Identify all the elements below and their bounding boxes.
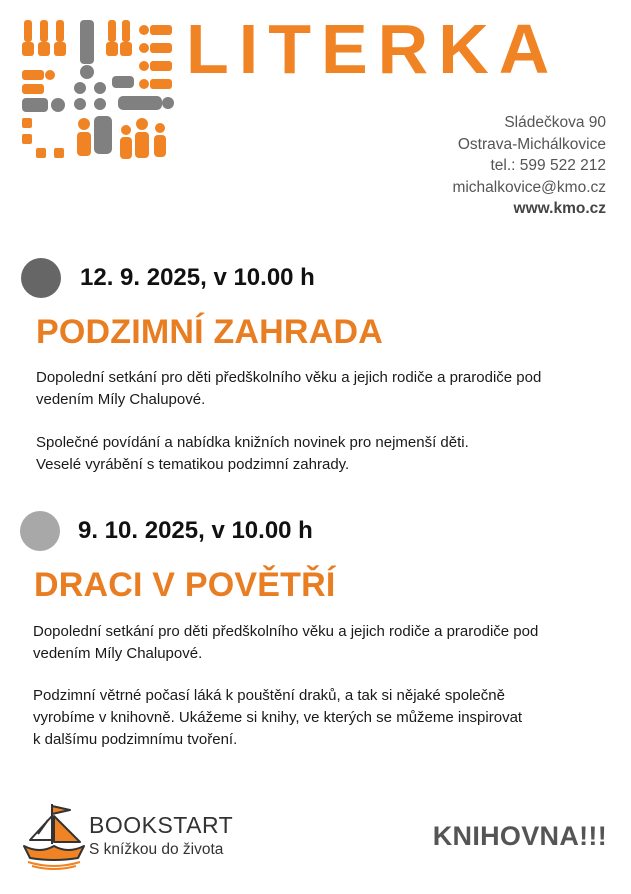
event-details [33, 685, 613, 751]
bookstart-subtitle: S knížkou do života [89, 841, 224, 858]
address-web[interactable]: www.kmo.cz [513, 200, 606, 217]
book-ship-icon [22, 800, 86, 874]
event-title: PODZIMNÍ ZAHRADA [36, 313, 383, 351]
literka-logo-icon [22, 20, 174, 170]
address-street: Sládečkova 90 [504, 114, 606, 131]
event-description [36, 367, 616, 411]
brand-name: LITERKA [186, 10, 560, 88]
event-description-line: Dopolední setkání pro děti předškolního věku a jejich rodiče a prarodiče pod [36, 369, 542, 386]
event-details-line: k dalšímu podzimnímu tvoření. [33, 731, 238, 748]
address-block [452, 112, 606, 220]
event-details [36, 432, 616, 476]
event-details-line: Podzimní větrné počasí láká k pouštění draků, a tak si nějaké společně [33, 687, 505, 704]
event-title: DRACI V POVĚTŘÍ [34, 566, 336, 604]
address-phone: tel.: 599 522 212 [490, 157, 606, 174]
event-description-line: vedením Míly Chalupové. [33, 645, 203, 662]
event-description-line: Dopolední setkání pro děti předškolního věku a jejich rodiče a prarodiče pod [33, 623, 539, 640]
address-city: Ostrava-Michálkovice [457, 135, 606, 153]
event-details-line: Společné povídání a nabídka knižních novinek pro nejmenší děti. [36, 434, 469, 451]
event-date: 12. 9. 2025, v 10.00 h [80, 264, 315, 291]
event-date: 9. 10. 2025, v 10.00 h [78, 517, 313, 544]
event-details-line: Veselé vyrábění s tematikou podzimní zahrady. [36, 456, 350, 473]
event-details-line: vyrobíme v knihovně. Ukážeme si knihy, ve kterých se můžeme inspirovat [33, 709, 523, 726]
event-description-line: vedením Míly Chalupové. [36, 391, 206, 408]
address-email[interactable]: michalkovice@kmo.cz [452, 178, 606, 196]
bookstart-title: BOOKSTART [89, 812, 234, 838]
slogan: KNIHOVNA!!! [432, 821, 607, 851]
event-bullet-icon [21, 258, 61, 298]
event-description [33, 621, 613, 665]
event-bullet-icon [20, 511, 60, 551]
